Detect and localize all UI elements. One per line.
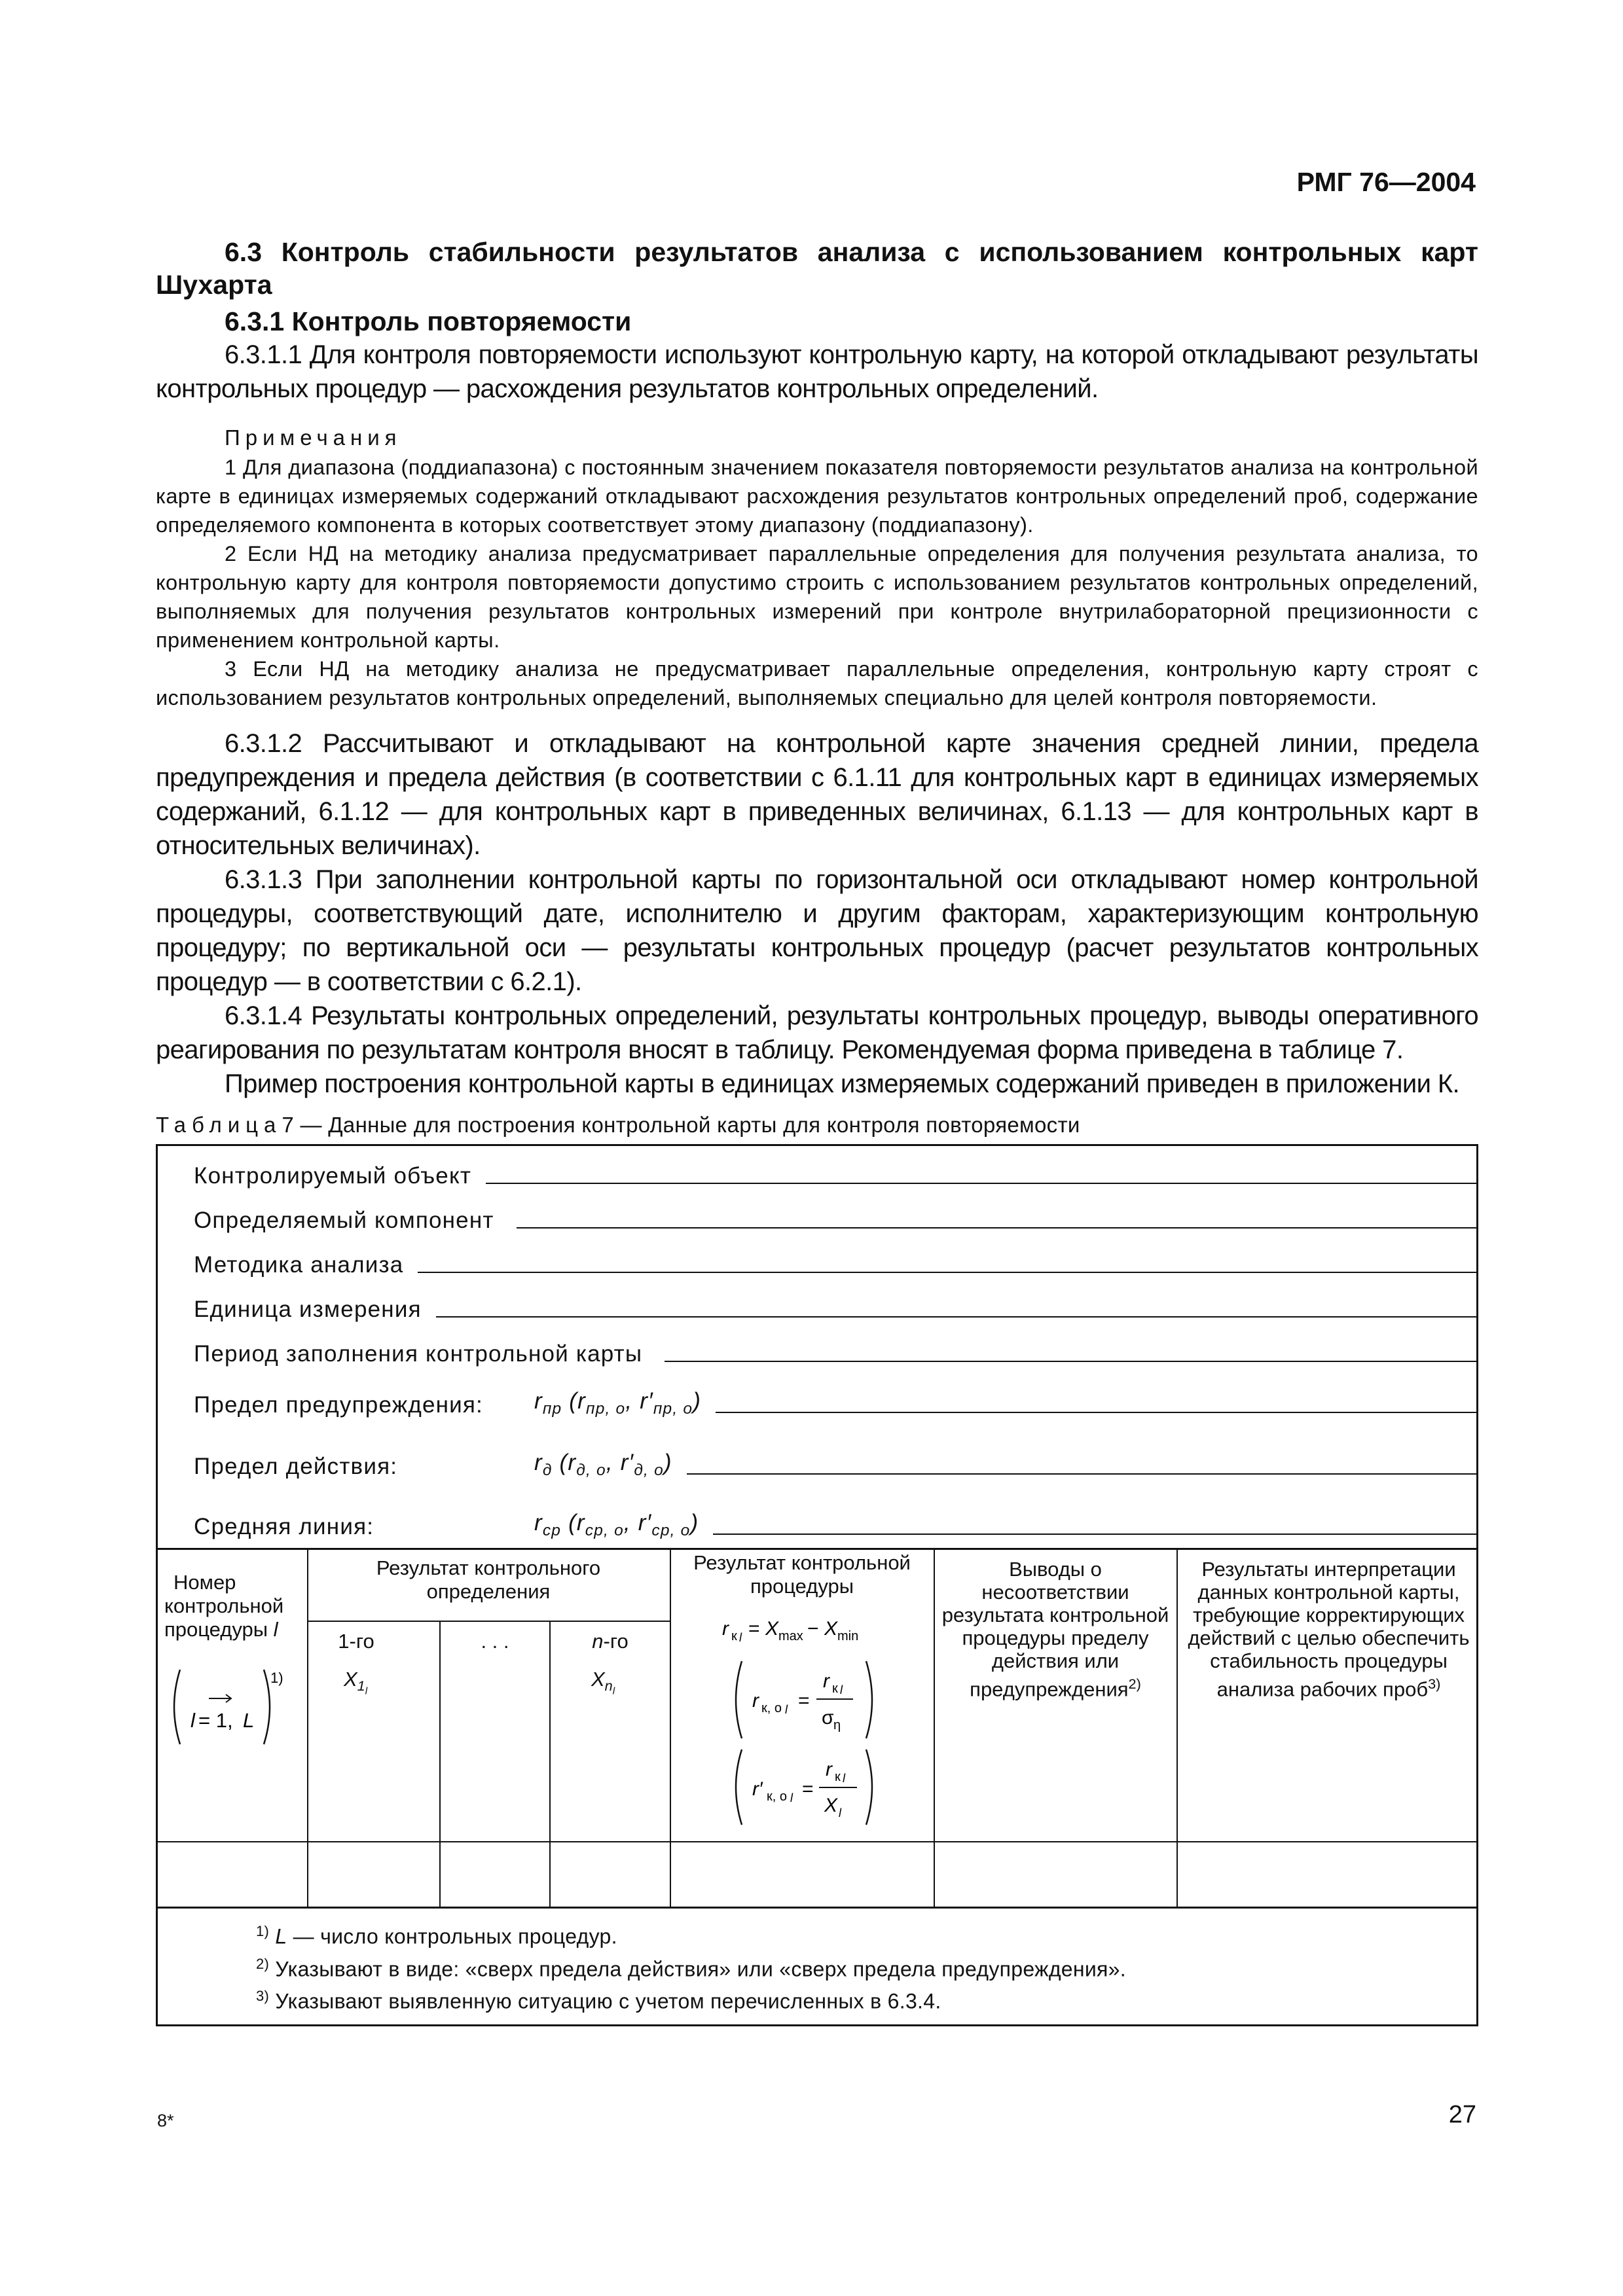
field-method-line xyxy=(418,1272,1476,1273)
svg-text:L: L xyxy=(243,1709,255,1732)
svg-text:X: X xyxy=(824,1618,838,1640)
footnote-2: $^{2)}$ Указывают в виде: «сверх предела действия» или «сверх предела предупреждения». xyxy=(256,1955,1126,1981)
field-object-label: Контролируемый объект xyxy=(194,1163,472,1189)
symbol-l: l xyxy=(273,1618,278,1641)
footnote-1: $^{1)}$ L — число контрольных процедур. xyxy=(256,1923,617,1948)
col-result-proc-header: Результат контрольной процедуры xyxy=(693,1551,911,1598)
field-center-line xyxy=(194,1497,1476,1543)
svg-text:σ: σ xyxy=(822,1707,834,1729)
col-interpretation-header: Результаты интерпретации данных контрольной карты, требующие корректирующих действий с целью обеспечить стабильность процедуры анализа рабочих проб$^{3)}$ xyxy=(1188,1558,1470,1701)
col-dots-header: . . . xyxy=(481,1630,509,1653)
section-title: 6.3 Контроль стабильности результатов анализа с использованием контрольных карт Шухарта xyxy=(156,237,1478,300)
table-caption-prefix: Таблица xyxy=(156,1113,282,1137)
col-number-header xyxy=(164,1571,302,1641)
signature-mark: 8* xyxy=(157,2111,174,2130)
svg-text:l: l xyxy=(739,1631,742,1644)
footnote-1-text: — число контрольных процедур. xyxy=(287,1924,617,1948)
col-nth-suffix: -го xyxy=(603,1630,629,1653)
col-divider xyxy=(549,1621,551,1907)
svg-text:r: r xyxy=(823,1670,830,1692)
svg-text:к: к xyxy=(731,1629,737,1643)
col-divider xyxy=(1176,1550,1178,1907)
field-component-line xyxy=(517,1227,1476,1229)
footnote-3-text: Указывают выявленную ситуацию с учетом перечисленных в 6.3.4. xyxy=(275,1989,941,2013)
col-conclusions-header: Выводы о несоответствии результата контрольной процедуры пределу действия или предупреждения$^{2)}$ xyxy=(941,1558,1169,1701)
field-warning-label: Предел предупреждения: xyxy=(194,1392,483,1418)
svg-text:X: X xyxy=(824,1795,838,1816)
svg-text:1): 1) xyxy=(270,1670,283,1686)
field-center-line-rule xyxy=(713,1534,1476,1535)
table-caption xyxy=(156,1113,1478,1138)
table-footnotes xyxy=(158,1907,1476,2024)
table-caption-text: 7 — Данные для построения контрольной карты для контроля повторяемости xyxy=(282,1113,1080,1137)
col-first-header: 1-го xyxy=(338,1630,374,1653)
paragraph-6-3-1-1: 6.3.1.1 Для контроля повторяемости используют контрольную карту, на которой откладывают результаты контрольных процедур — расхождения результатов контрольных определений. xyxy=(156,340,1478,403)
col-result-def-header: Результат контрольного определения xyxy=(376,1556,601,1603)
field-unit xyxy=(194,1280,1476,1325)
row-divider xyxy=(307,1621,670,1622)
svg-text:r: r xyxy=(826,1759,832,1780)
field-component-label: Определяемый компонент xyxy=(194,1208,494,1233)
col-divider xyxy=(307,1550,308,1907)
col-number-l2: контрольной xyxy=(164,1594,284,1617)
field-warning-line xyxy=(716,1412,1476,1413)
svg-text:r: r xyxy=(752,1690,759,1712)
field-period xyxy=(194,1324,1476,1370)
svg-text:l: l xyxy=(843,1772,845,1785)
col-divider xyxy=(439,1621,441,1907)
col-divider xyxy=(670,1550,671,1907)
svg-text:=: = xyxy=(802,1778,814,1800)
page-content xyxy=(156,236,1478,2026)
page-number: 27 xyxy=(1448,2101,1476,2128)
x1-letter: X xyxy=(343,1668,357,1691)
field-unit-line xyxy=(436,1316,1476,1318)
field-warning-limit xyxy=(194,1375,1476,1421)
proc-formulas xyxy=(676,1609,928,1831)
field-action-line xyxy=(687,1473,1476,1475)
svg-text:r: r xyxy=(722,1618,729,1640)
note-3: 3 Если НД на методику анализа не предусматривает параллельные определения, контрольную карту строят с использованием результатов контрольных определений, выполняемых специально для целей контроля повторяемости. xyxy=(156,657,1478,709)
svg-text:X: X xyxy=(765,1618,779,1640)
svg-text:к, о: к, о xyxy=(761,1701,782,1715)
svg-text:−: − xyxy=(807,1618,819,1640)
field-object-line xyxy=(486,1183,1476,1184)
footnote-2-text: Указывают в виде: «сверх предела действия» или «сверх предела предупреждения». xyxy=(275,1957,1126,1981)
svg-text:к, о: к, о xyxy=(767,1789,787,1804)
svg-text:=: = xyxy=(748,1618,760,1640)
field-period-line xyxy=(665,1361,1476,1362)
xn-symbol: $X_{n_l}$ xyxy=(591,1668,615,1697)
document-code: РМГ 76—2004 xyxy=(1296,167,1476,197)
svg-text:r′: r′ xyxy=(752,1778,763,1800)
proc-formula-graphic xyxy=(676,1609,928,1831)
col-number-l3: процедуры xyxy=(164,1618,268,1641)
field-object xyxy=(194,1146,1476,1192)
note-1: 1 Для диапазона (поддиапазона) с постоянным значением показателя повторяемости результатов анализа на контрольной карте в единицах измеряемых содержаний откладывают расхождения результатов контрольных определений проб, содержание определяемого компонента в которых соответствует этому диапазону (поддиапазону). xyxy=(156,456,1478,537)
subsection-title: 6.3.1 Контроль повторяемости xyxy=(225,306,632,336)
row-divider xyxy=(158,1841,1476,1842)
field-action-label: Предел действия: xyxy=(194,1454,398,1479)
col-divider xyxy=(934,1550,935,1907)
field-method xyxy=(194,1235,1476,1281)
paragraph-example: Пример построения контрольной карты в единицах измеряемых содержаний приведен в приложении К. xyxy=(225,1069,1460,1098)
paragraph-6-3-1-2: 6.3.1.2 Рассчитывают и откладывают на контрольной карте значения средней линии, предела предупреждения и предела действия (в соответствии с 6.1.11 для контрольных карт в единицах измеряемых содержаний, 6.1.12 — для контрольных карт в приведенных величинах, 6.1.13 — для контрольных карт в относительных величинах). xyxy=(156,729,1478,860)
xn-letter: X xyxy=(591,1668,605,1691)
field-method-label: Методика анализа xyxy=(194,1252,404,1278)
field-action-limit xyxy=(194,1437,1476,1482)
col-number-l1: Номер xyxy=(173,1571,236,1594)
col-conclusions-text: Выводы о несоответствии результата контрольной процедуры пределу действия или предупреждения xyxy=(941,1558,1169,1701)
svg-text:max: max xyxy=(778,1629,803,1643)
notes-title: Примечания xyxy=(225,425,402,450)
x1-symbol: $X_{1_l}$ xyxy=(343,1668,368,1697)
svg-text:к: к xyxy=(835,1770,841,1784)
footnote-3: $^{3)}$ Указывают выявленную ситуацию с учетом перечисленных в 6.3.4. xyxy=(256,1988,941,2013)
warning-formula: $r_{пр}$ ($r_{пр, о}$, $r'_{пр, о}$) xyxy=(534,1388,702,1418)
svg-text:η: η xyxy=(833,1718,841,1732)
symbol-L: L xyxy=(275,1924,287,1948)
svg-text:= 1,: = 1, xyxy=(198,1709,233,1732)
number-range-formula xyxy=(166,1664,297,1743)
svg-text:l: l xyxy=(840,1683,843,1696)
svg-text:к: к xyxy=(832,1681,838,1696)
col-nth-header xyxy=(555,1630,666,1653)
table-7 xyxy=(156,1144,1478,2026)
field-unit-label: Единица измерения xyxy=(194,1297,422,1322)
field-center-label: Средняя линия: xyxy=(194,1514,374,1539)
field-period-label: Период заполнения контрольной карты xyxy=(194,1341,643,1367)
field-component xyxy=(194,1191,1476,1236)
svg-text:=: = xyxy=(798,1690,810,1712)
svg-text:min: min xyxy=(837,1629,859,1643)
paragraph-6-3-1-3: 6.3.1.3 При заполнении контрольной карты по горизонтальной оси откладывают номер контрольной процедуры, соответствующий дате, исполнителю и другим факторам, характеризующим контрольную процедуру; по вертикальной оси — результаты контрольных процедур (расчет результатов контрольных процедур — в соответствии с 6.2.1). xyxy=(156,865,1478,996)
table-grid xyxy=(158,1550,1476,1907)
symbol-n: n xyxy=(592,1630,604,1653)
svg-text:l: l xyxy=(191,1709,195,1732)
range-brackets xyxy=(166,1664,297,1749)
svg-text:l: l xyxy=(790,1791,793,1804)
col-number-l3-wrap xyxy=(164,1618,302,1641)
note-2: 2 Если НД на методику анализа предусматривает параллельные определения для получения результата анализа, то контрольную карту для контроля повторяемости допустимо строить с использованием результатов контрольных определений, выполняемых для получения результатов контрольных измерений при контроле внутрилабораторной прецизионности с применением контрольной карты. xyxy=(156,542,1478,652)
paragraph-6-3-1-4: 6.3.1.4 Результаты контрольных определений, результаты контрольных процедур, выводы оперативного реагирования по результатам контроля вносят в таблицу. Рекомендуемая форма приведена в таблице 7. xyxy=(156,1001,1478,1064)
action-formula: $r_д$ ($r_{д, о}$, $r'_{д, о}$) xyxy=(534,1450,672,1479)
svg-text:l: l xyxy=(785,1703,788,1716)
svg-text:l: l xyxy=(839,1806,841,1820)
table-header-fields xyxy=(158,1146,1476,1550)
center-formula: $r_{ср}$ ($r_{ср, о}$, $r'_{ср, о}$) xyxy=(534,1510,699,1539)
col-interpretation-text: Результаты интерпретации данных контрольной карты, требующие корректирующих действий с целью обеспечить стабильность процедуры анализа рабочих проб xyxy=(1188,1558,1470,1701)
